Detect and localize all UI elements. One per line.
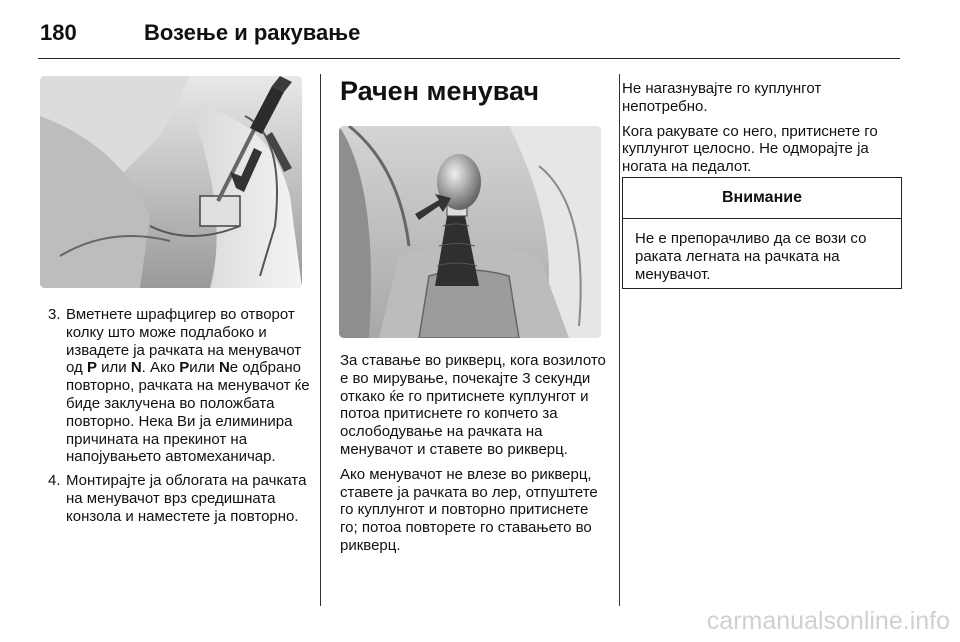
section-heading: Рачен менувач xyxy=(340,76,540,106)
column-divider-left xyxy=(320,74,321,606)
page-header xyxy=(38,14,900,54)
page-number: 180 xyxy=(40,20,77,45)
gear-letter: P xyxy=(179,359,190,377)
step-number: 4. xyxy=(48,472,61,490)
header-divider xyxy=(38,58,900,59)
text-run: Вметнете шрафцигер во отворот колку што може подлабоко и извадете ја рачката на менувачот од xyxy=(66,306,302,377)
paragraph-reverse-gear: За ставање во рикверц, кога возилото е во мирување, почекајте 3 секунди откако ќе го притиснете куплунгот и потоа притиснете го копчето за ослободување на рачката на менувачот и ставете во рикверц. xyxy=(340,352,606,458)
paragraph-reverse-gear-retry: Ако менувачот не влезе во рикверц, ставете ја рачката во лер, отпуштете го куплунгот и повторно притиснете го; потоа повторете го ставањето во рикверц. xyxy=(340,465,598,554)
text-run: . Ако xyxy=(141,359,180,377)
text-run: или xyxy=(189,359,219,377)
left-column xyxy=(40,306,310,532)
illustration-manual-gear-lever xyxy=(339,126,601,338)
paragraph-clutch-unnecessary: Не нагазнувајте го куплунгот непотребно. xyxy=(622,80,822,115)
paragraph-clutch-fully: Кога ракувате со него, притиснете го куплунгот целосно. Не одмораjте ја ногата на педалот. xyxy=(622,122,878,176)
warning-box xyxy=(622,177,902,289)
step-4-text: Монтирајте ја облогата на рачката на менувачот врз средишната конзола и наместете ја повторно. xyxy=(66,472,307,525)
step-3-text xyxy=(66,306,310,465)
gear-letter: N xyxy=(218,359,230,377)
column-divider-right xyxy=(619,74,620,606)
warning-text: Не е препорачливо да се вози со раката легната на рачката на менувачот. xyxy=(635,230,867,283)
warning-title: Внимание xyxy=(623,178,901,219)
steps-list xyxy=(40,306,310,526)
illustration-screwdriver-release xyxy=(40,76,302,288)
page-title: Возење и ракување xyxy=(144,20,361,45)
gear-letter: P xyxy=(86,359,97,377)
text-run: е одбрано повторно, рачката на менувачот ќе биде заклучена во положбата повторно. Нека Ви ја елиминира причината на прекинот на напојувањето автомеханичар. xyxy=(66,359,310,466)
middle-column-text xyxy=(340,352,610,562)
step-4 xyxy=(40,472,310,525)
watermark: carmanualsonline.info xyxy=(706,607,950,635)
text-run: или xyxy=(96,359,131,377)
gear-letter: N xyxy=(130,359,142,377)
right-column-text xyxy=(622,80,904,183)
step-3 xyxy=(40,306,310,466)
step-number: 3. xyxy=(48,306,61,323)
